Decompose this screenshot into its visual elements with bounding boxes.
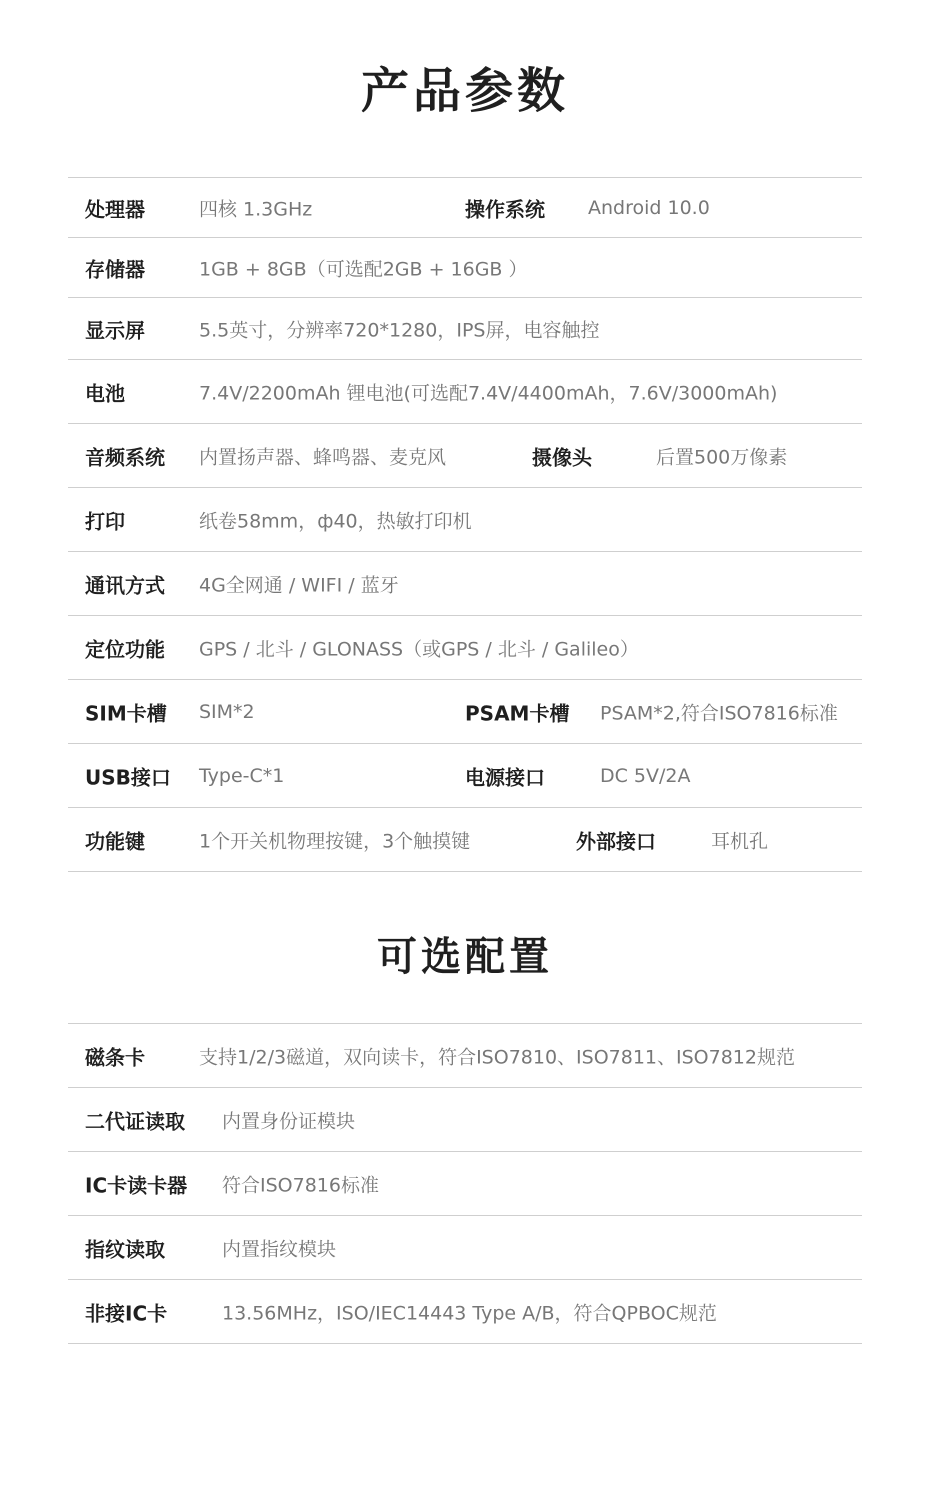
spec-label: 摄像头 — [532, 445, 592, 469]
spec-label: 功能键 — [85, 829, 145, 853]
spec-label: 处理器 — [85, 197, 145, 221]
spec-value: 5.5英寸，分辨率720*1280，IPS屏，电容触控 — [199, 319, 600, 341]
spec-value: SIM*2 — [199, 700, 255, 723]
option-label: 磁条卡 — [85, 1045, 145, 1069]
table-row — [68, 424, 862, 488]
table-row — [68, 178, 862, 238]
spec-label: 操作系统 — [465, 197, 545, 221]
table-row — [68, 488, 862, 552]
table-row — [68, 360, 862, 424]
spec-label: 音频系统 — [85, 445, 165, 469]
option-value: 内置指纹模块 — [222, 1238, 337, 1260]
params-table — [68, 177, 862, 872]
table-row — [68, 1088, 862, 1152]
params-title: 产品参数 — [360, 63, 569, 119]
table-row — [68, 1216, 862, 1280]
spec-value: Type-C*1 — [199, 764, 285, 787]
table-row — [68, 298, 862, 360]
option-value: 13.56MHz，ISO/IEC14443 Type A/B，符合QPBOC规范 — [222, 1302, 717, 1324]
options-table — [68, 1023, 862, 1344]
table-row — [68, 552, 862, 616]
table-row — [68, 1152, 862, 1216]
spec-value: 纸卷58mm，ф40，热敏打印机 — [199, 510, 472, 532]
spec-label: 外部接口 — [576, 829, 656, 853]
spec-label: 电源接口 — [465, 765, 545, 789]
options-title: 可选配置 — [377, 934, 553, 980]
spec-label: 显示屏 — [85, 318, 145, 342]
option-label: 指纹读取 — [85, 1237, 165, 1261]
spec-label: SIM卡槽 — [85, 701, 167, 725]
spec-label: 打印 — [85, 509, 125, 533]
table-row — [68, 616, 862, 680]
table-row — [68, 238, 862, 298]
table-row — [68, 744, 862, 808]
spec-value: PSAM*2,符合ISO7816标准 — [600, 702, 838, 724]
table-row — [68, 808, 862, 872]
spec-value: GPS / 北斗 / GLONASS（或GPS / 北斗 / Galileo） — [199, 638, 639, 660]
option-value: 支持1/2/3磁道，双向读卡，符合ISO7810、ISO7811、ISO7812规范 — [199, 1046, 795, 1068]
table-row — [68, 1024, 862, 1088]
spec-value: 耳机孔 — [711, 830, 769, 852]
spec-value: 后置500万像素 — [656, 446, 788, 468]
spec-value: 1GB + 8GB（可选配2GB + 16GB ） — [199, 258, 528, 280]
spec-value: DC 5V/2A — [600, 764, 691, 787]
spec-value: 内置扬声器、蜂鸣器、麦克风 — [199, 446, 447, 468]
spec-label: USB接口 — [85, 765, 171, 789]
spec-value: 7.4V/2200mAh 锂电池(可选配7.4V/4400mAh，7.6V/3000mAh) — [199, 382, 778, 404]
table-row — [68, 680, 862, 744]
spec-label: 通讯方式 — [85, 573, 165, 597]
spec-label: 定位功能 — [85, 637, 165, 661]
option-value: 内置身份证模块 — [222, 1110, 356, 1132]
option-label: 非接IC卡 — [85, 1301, 168, 1325]
option-value: 符合ISO7816标准 — [222, 1174, 379, 1196]
option-label: IC卡读卡器 — [85, 1173, 188, 1197]
spec-value: 四核 1.3GHz — [199, 198, 313, 220]
spec-value: 4G全网通 / WIFI / 蓝牙 — [199, 574, 399, 596]
table-row — [68, 1280, 862, 1344]
spec-label: 存储器 — [85, 257, 145, 281]
spec-value: 1个开关机物理按键，3个触摸键 — [199, 830, 471, 852]
spec-value: Android 10.0 — [588, 196, 710, 219]
spec-label: PSAM卡槽 — [465, 701, 570, 725]
spec-label: 电池 — [85, 381, 125, 405]
option-label: 二代证读取 — [85, 1109, 185, 1133]
